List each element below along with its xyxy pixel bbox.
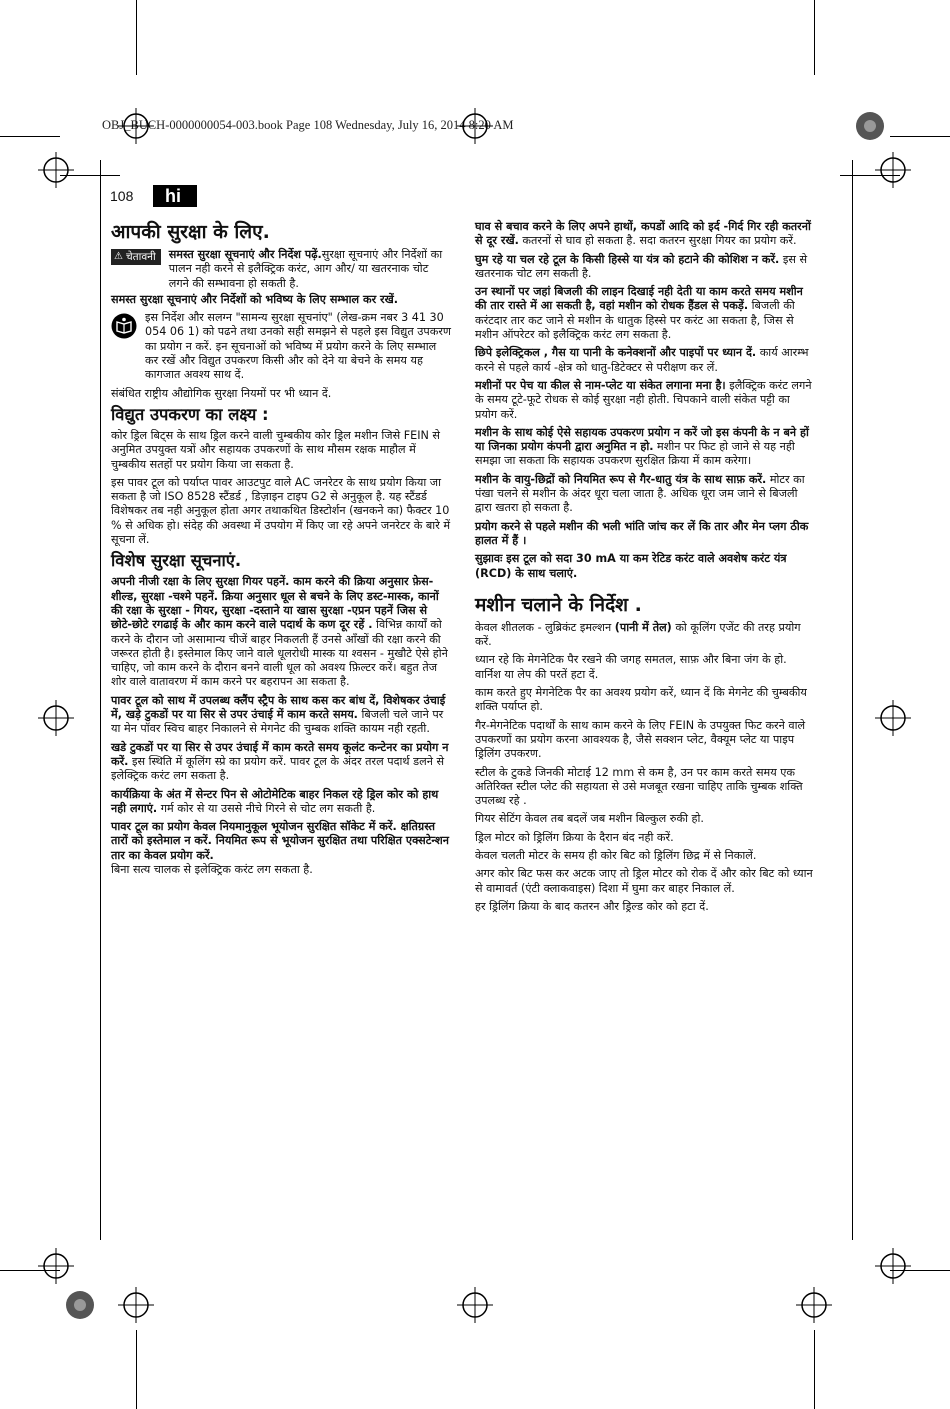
trim-line xyxy=(852,160,853,1240)
coolant-text-start: केवल शीतलक - लुब्रिकंट इमल्शन xyxy=(475,620,615,634)
coolant-text-end: को कूलिंग एजेंट की तरह प्रयोग करें. xyxy=(475,620,801,649)
warning-block xyxy=(111,248,451,291)
cleanup-text: हर ड्रिलिंग क्रिया के बाद कतरन और ड्रिल्ड कोर को हटा दें. xyxy=(475,899,709,913)
left-column xyxy=(111,220,451,881)
non-magnetic-text: गैर-मेगनेटिक पदार्थों के साथ काम करने के लिए FEIN के उपयुक्त फिट करने वाले उपकरणों का प्रयोग करना आवश्यक है, जैसे सक्शन प्लेट, वैक्यूम प्लेट या पाइप ड्रिलिंग उपकरण. xyxy=(475,718,806,761)
jammed-bit-text: अगर कोर बिट फस कर अटक जाए तो ड्रिल मोटर को रोक दें और कोर बिट को ध्यान से वामावर्त (एंटी क्लाकवाइस) दिशा में घुमा कर बाहर निकाल लें. xyxy=(475,867,813,895)
accessory-heading: मशीन के साथ कोई ऐसे सहायक उपकरण प्रयोग न करें जो इस कंपनी के न बने हों या जिनका प्रयोग कंपनी द्वारा अनुमित न हो. xyxy=(475,425,809,454)
ventilation-text: मोटर का पंखा चलने से मशीन के अंदर धूरा चला जाता है. अधिक धूरा जम जाने से बिजली द्वारा खतरा हो सकता है. xyxy=(475,472,805,515)
purpose-heading: विद्युत उपकरण का लक्ष्य : xyxy=(111,404,269,424)
national-rules: संबंधित राष्ट्रीय औद्योगिक सुरक्षा नियमों पर भी ध्यान दें. xyxy=(111,386,332,400)
socket-text: बिना सत्य चालक से इलेक्ट्रिक करंट लग सकता है. xyxy=(111,862,313,876)
rotating-parts-text: इस से खतरनाक चोट लग सकती है. xyxy=(475,252,808,280)
registration-mark-icon xyxy=(118,1287,154,1323)
purpose-text: कोर ड्रिल बिट्स के साथ ड्रिल करने वाली चुम्बकीय कोर ड्रिल मशीन जिसे FEIN से अनुमित उपयुक्त यत्रों और सहायक उपकरणों के साथ मौसम रक्षक माहौल में चुम्बकीय सतहों पर प्रयोग किया जा सकता है. xyxy=(111,428,440,471)
language-tab: hi xyxy=(153,185,197,207)
crop-line xyxy=(136,0,137,75)
right-column xyxy=(475,220,815,918)
crop-line xyxy=(814,0,815,75)
crop-line xyxy=(136,1330,137,1409)
warning-heading: समस्त सुरक्षा सूचनाएं और निर्देश पढ़ें. xyxy=(168,248,322,261)
socket-heading: पावर टूल का प्रयोग केवल नियमानुकूल भूयोजन सुरक्षित सॉकेट में करें. क्षतिग्रस्त तारों को इस्तेमाल न करें. नियमित रूप से भूयोजन सुरक्षित तथा परिक्षित एक्सटेन्शन तार का केवल प्रयोग करें. xyxy=(111,820,449,862)
registration-mark-icon xyxy=(457,108,493,144)
warning-badge xyxy=(111,249,161,265)
crop-line xyxy=(814,1330,815,1409)
coolant-emphasis: (पानी में तेल) xyxy=(614,620,672,634)
registration-mark-icon xyxy=(38,700,74,736)
page-number: 108 xyxy=(110,188,134,204)
center-pin-heading: कार्यक्रिया के अंत में सेन्टर पिन से ओटोमेटिक बाहर निकल रहे ड्रिल कोर को हाथ नही लगाएं. xyxy=(111,787,439,815)
drill-motor-text: ड्रिल मोटर को ड्रिलिंग क्रिया के दैरान बंद नही करें. xyxy=(475,830,674,844)
accessory-text: मशीन पर फिट हो जाने से यह नही समझा जा सकता कि सहायक उपकरण सुरक्षित क्रिया में काम करेगा। xyxy=(475,440,795,468)
warning-text: सुरक्षा सूचनाएं और निर्देशों का पालन नही करने से इलैक्ट्रिक करंट, आग और/ या खतरनाक चोट लगने की सम्भावना हो सकती है. xyxy=(168,248,443,290)
warning-badge-label: चेतावनी xyxy=(125,251,156,263)
registration-mark-icon xyxy=(796,1287,832,1323)
hands-text: कतरनों से घाव हो सकता है. सदा कतरन सुरक्षा गियर का प्रयोग करें. xyxy=(518,234,797,248)
ventilation-heading: मशीन के वायु-छिद्रों को नियमित रूप से गैर-धातु यंत्र के साथ साफ़ करें. xyxy=(475,472,767,486)
registration-mark-icon xyxy=(118,108,154,144)
registration-mark-icon xyxy=(38,152,74,188)
trim-line xyxy=(100,160,101,1240)
clamp-strap-text: बिजली चले जाने पर या मेन पॉवर स्विच बाहर निकालने से मेगनेट की चुम्बक शक्ति कायम नही रहती. xyxy=(111,708,444,736)
registration-mark-icon xyxy=(875,700,911,736)
magnet-surface-text: ध्यान रहे कि मेगनेटिक पैर रखने की जगह समतल, साफ़ और बिना जंग के हो. वार्निश या लेप की परतें हटा दें. xyxy=(475,653,787,681)
registration-mark-icon xyxy=(38,1248,74,1284)
hidden-wires-text: बिजली की करंटदार तार कट जाने से मशीन के धातुक हिस्से पर करंट आ सकता है, जिस से मशीन ऑपरेटर को इलैक्ट्रिक करंट लग सकता है. xyxy=(475,299,795,342)
manual-block xyxy=(111,311,451,386)
center-pin-text: गर्म कोर से या उससे नीचे गिरने से चोट लग सकती है. xyxy=(157,801,376,815)
warning-triangle-icon: ⚠ xyxy=(114,251,123,262)
clamp-strap-heading: पावर टूल को साथ में उपलब्ध क्लैंप स्ट्रैप के साथ कस कर बांध दें, विशेषकर उंचाई में, खड़े टुकडों पर या सिर से उपर उंचाई में काम करते समय. xyxy=(111,693,446,722)
file-header: OBJ_BUCH-0000000054-003.book Page 108 Wednesday, July 16, 2014 8:20 AM xyxy=(102,118,514,132)
keep-instructions: समस्त सुरक्षा सूचनाएं और निर्देशों को भविष्य के लिए सम्भाल कर रखें. xyxy=(111,292,399,306)
generator-text: इस पावर टूल को पर्याप्त पावर आउटपुट वाले AC जनरेटर के साथ प्रयोग किया जा सकता है जो ISO 8528 स्टैंडर्ड , डिज़ाइन टाइप G2 से अनुकूल है. यह स्टैंडर्ड विशेषकर तब नही अनुकूल होता अगर तथाकथित डिस्टोर्शन (खनकने का) फैक्टर 10 % से अधिक हो। संदेह की अवस्था में उपयोग में किए जा रहे अपने जनरेटर के बारे में सूचना लें. xyxy=(111,475,451,547)
special-safety-heading: विशेष सुरक्षा सूचनाएं. xyxy=(111,551,242,571)
color-bar-icon xyxy=(852,108,888,144)
rcd-advice: सुझावः इस टूल को सदा 30 mA या कम रेटिड करंट वाले अवशेष करंट यंत्र (RCD) के साथ चलाएं. xyxy=(475,552,787,580)
crop-line xyxy=(890,136,950,137)
hidden-utilities-heading: छिपे इलेक्ट्रिकल , गैस या पानी के कनेक्शनों और पाइपों पर ध्यान दें. xyxy=(475,346,757,360)
read-manual-icon xyxy=(111,313,137,339)
steel-plate-text: स्टील के टुकडे जिनकी मोटाई 12 mm से कम है, उन पर काम करते समय एक अतिरिक्त स्टील प्लेट की सहायता से उसे मजबूत रखना चाहिए ताकि चुम्बक शक्ति उपलब्ध रहे . xyxy=(475,765,803,808)
protective-gear-text: विभिन्न कार्यों को करने के दौरान जो असामान्य चीजें बाहर निकलती हैं उनसे आँखों की रक्षा करने की जरूरत होती है। इस्तेमाल किए जाने वाले धूलरोधी मास्क या श्वसन - मुखौटे ऐसे होने चाहिए, जो काम करने के दौरान बनने वाली धूल को अवश्य फ़िल्टर करें। बहुत तेज शोर वाले वातावरण में काम करने पर बहरापन आ सकता है. xyxy=(111,618,448,689)
hands-heading: घाव से बचाव करने के लिए अपने हाथों, कपडों आदि को इर्द -गिर्द गिर रही कतरनों से दूर रखें. xyxy=(475,220,811,248)
magnet-use-text: काम करते हुए मेगनेटिक पैर का अवश्य प्रयोग करें, ध्यान दें कि मेगनेट की चुम्बकीय शक्ति पर्याप्त हो. xyxy=(475,686,807,714)
coolant-container-text: इस स्थिति में कूलिंग स्प्रे का प्रयोग करें. पावर टूल के अंदर तरल पदार्थ डलने से इलेक्ट्रिक करंट लग सकता है. xyxy=(111,754,445,783)
protective-gear-heading: अपनी नीजी रक्षा के लिए सुरक्षा गियर पहनें. काम करने की क्रिया अनुसार फ़ेस-शील्ड, सुरक्षा -चश्मे पहनें. क्रिया अनुसार धूल से बचने के लिए डस्ट-मास्क, कानों की रक्षा के सुरक्षा - गियर, सुरक्षा -दस्ताने या खास सुरक्षा -एप्रन पहनें जिस से छोटे-छोटे रगढाई के और काम करने वाले पदार्थ के कण दूर रहें . xyxy=(111,575,439,632)
hidden-utilities-text: कार्य आरम्भ करने से पहले कार्य -क्षेत्र को धातु-डिटेक्टर से परीक्षण कर लें. xyxy=(475,346,809,374)
crop-line xyxy=(0,136,60,137)
gear-setting-text: गियर सेटिंग केवल तब बदलें जब मशीन बिल्कुल रुकी हो. xyxy=(475,812,704,826)
core-bit-text: केवल चलती मोटर के समय ही कोर बिट को ड्रिलिंग छिद्र में से निकालें. xyxy=(475,848,757,862)
color-bar-icon xyxy=(62,1287,98,1323)
coolant-container-heading: खडे टुकडों पर या सिर से उपर उंचाई में काम करते समय कूलंट कन्टेनर का प्रयोग न करें. xyxy=(111,740,449,768)
manual-text: इस निर्देश और सलग्न "सामन्य सुरक्षा सूचनांए" (लेख-क्रम नबर 3 41 30 054 06 1) को पढने तथा उनको सही समझने से पहले इस विद्युत उपकरण का प्रयोग न करें. इन सूचनाओं को भविष्य में प्रयोग करने के लिए सम्भाल कर रखें और विद्युत उपकरण किसी और को देने या बेचने के समय यह कागजात अवश्य साथ दें. xyxy=(145,311,452,382)
registration-mark-icon xyxy=(875,152,911,188)
nameplate-heading: मशीनों पर पेच या कील से नाम-प्लेट या संकेत लगाना मना है। xyxy=(475,378,726,392)
section-title: आपकी सुरक्षा के लिए. xyxy=(111,221,270,243)
registration-mark-icon xyxy=(457,1287,493,1323)
registration-mark-icon xyxy=(875,1248,911,1284)
operating-instructions-title: मशीन चलाने के निर्देश . xyxy=(475,593,642,616)
nameplate-text: इलैक्ट्रिक करंट लगने के समय टूटे-फूटे रोधक से कोई सुरक्षा नही होती. चिपकाने वाली संकेत पट्टी का प्रयोग करें. xyxy=(475,378,812,421)
rotating-parts-heading: घुम रहे या चल रहे टूल के किसी हिस्से या यंत्र को हटाने की कोशिश न करें. xyxy=(475,252,780,266)
pre-use-check: प्रयोग करने से पहले मशीन की भली भांति जांच कर लें कि तार और मेन प्लग ठीक हालत में हैं । xyxy=(475,519,809,547)
hidden-wires-heading: उन स्थानों पर जहां बिजली की लाइन दिखाई नही देती या काम करते समय मशीन की तार रास्ते में आ सकती है, वहां मशीन को रोधक हैंडल से पकड़ें. xyxy=(475,285,803,313)
